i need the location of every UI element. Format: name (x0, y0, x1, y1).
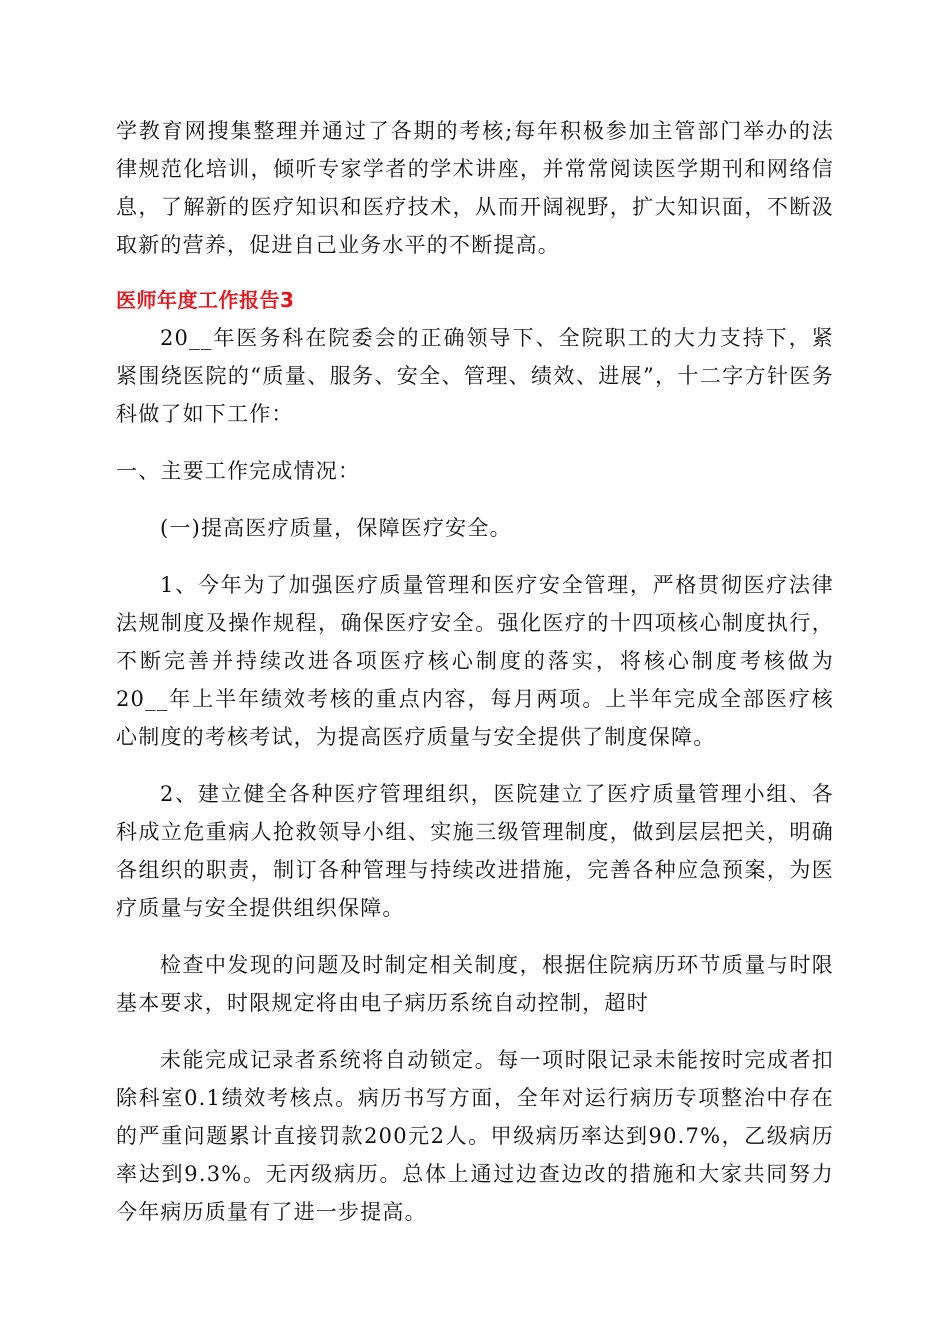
paragraph-item-2: 2、建立健全各种医疗管理组织，医院建立了医疗质量管理小组、各科成立危重病人抢救领导小组、实施三级管理制度，做到层层把关，明确各组织的职责，制订各种管理与持续改进措施，完善各种应急预案，为医疗质量与安全提供组织保障。 (116, 782, 834, 920)
paragraph-main-work-heading: 一、主要工作完成情况： (116, 459, 361, 483)
paragraph-records: 未能完成记录者系统将自动锁定。每一项时限记录未能按时完成者扣除科室0.1绩效考核点。病历书写方面，全年对运行病历专项整治中存在的严重问题累计直接罚款200元2人。甲级病历率达到90.7%，乙级病历率达到9.3%。无丙级病历。总体上通过边查边改的措施和大家共同努力今年病历质量有了进一步提高。 (116, 1048, 834, 1224)
paragraph-overview: 20__年医务科在院委会的正确领导下、全院职工的大力支持下，紧紧围绕医院的“质量、服务、安全、管理、绩效、进展”，十二字方针医务科做了如下工作： (116, 326, 834, 426)
document-page (116, 112, 834, 1231)
section-title: 医师年度工作报告3 (116, 288, 295, 312)
intro-paragraph: 学教育网搜集整理并通过了各期的考核;每年积极参加主管部门举办的法律规范化培训，倾听专家学者的学术讲座，并常常阅读医学期刊和网络信息，了解新的医疗知识和医疗技术，从而开阔视野，扩大知识面，不断汲取新的营养，促进自己业务水平的不断提高。 (116, 119, 834, 257)
paragraph-item-1: 1、今年为了加强医疗质量管理和医疗安全管理，严格贯彻医疗法律法规制度及操作规程，确保医疗安全。强化医疗的十四项核心制度执行，不断完善并持续改进各项医疗核心制度的落实，将核心制度考核做为20__年上半年绩效考核的重点内容，每月两项。上半年完成全部医疗核心制度的考核考试，为提高医疗质量与安全提供了制度保障。 (116, 573, 834, 749)
paragraph-subsection-heading: (一)提高医疗质量，保障医疗安全。 (160, 516, 512, 540)
paragraph-inspection: 检查中发现的问题及时制定相关制度，根据住院病历环节质量与时限基本要求，时限规定将由电子病历系统自动控制，超时 (116, 953, 834, 1015)
